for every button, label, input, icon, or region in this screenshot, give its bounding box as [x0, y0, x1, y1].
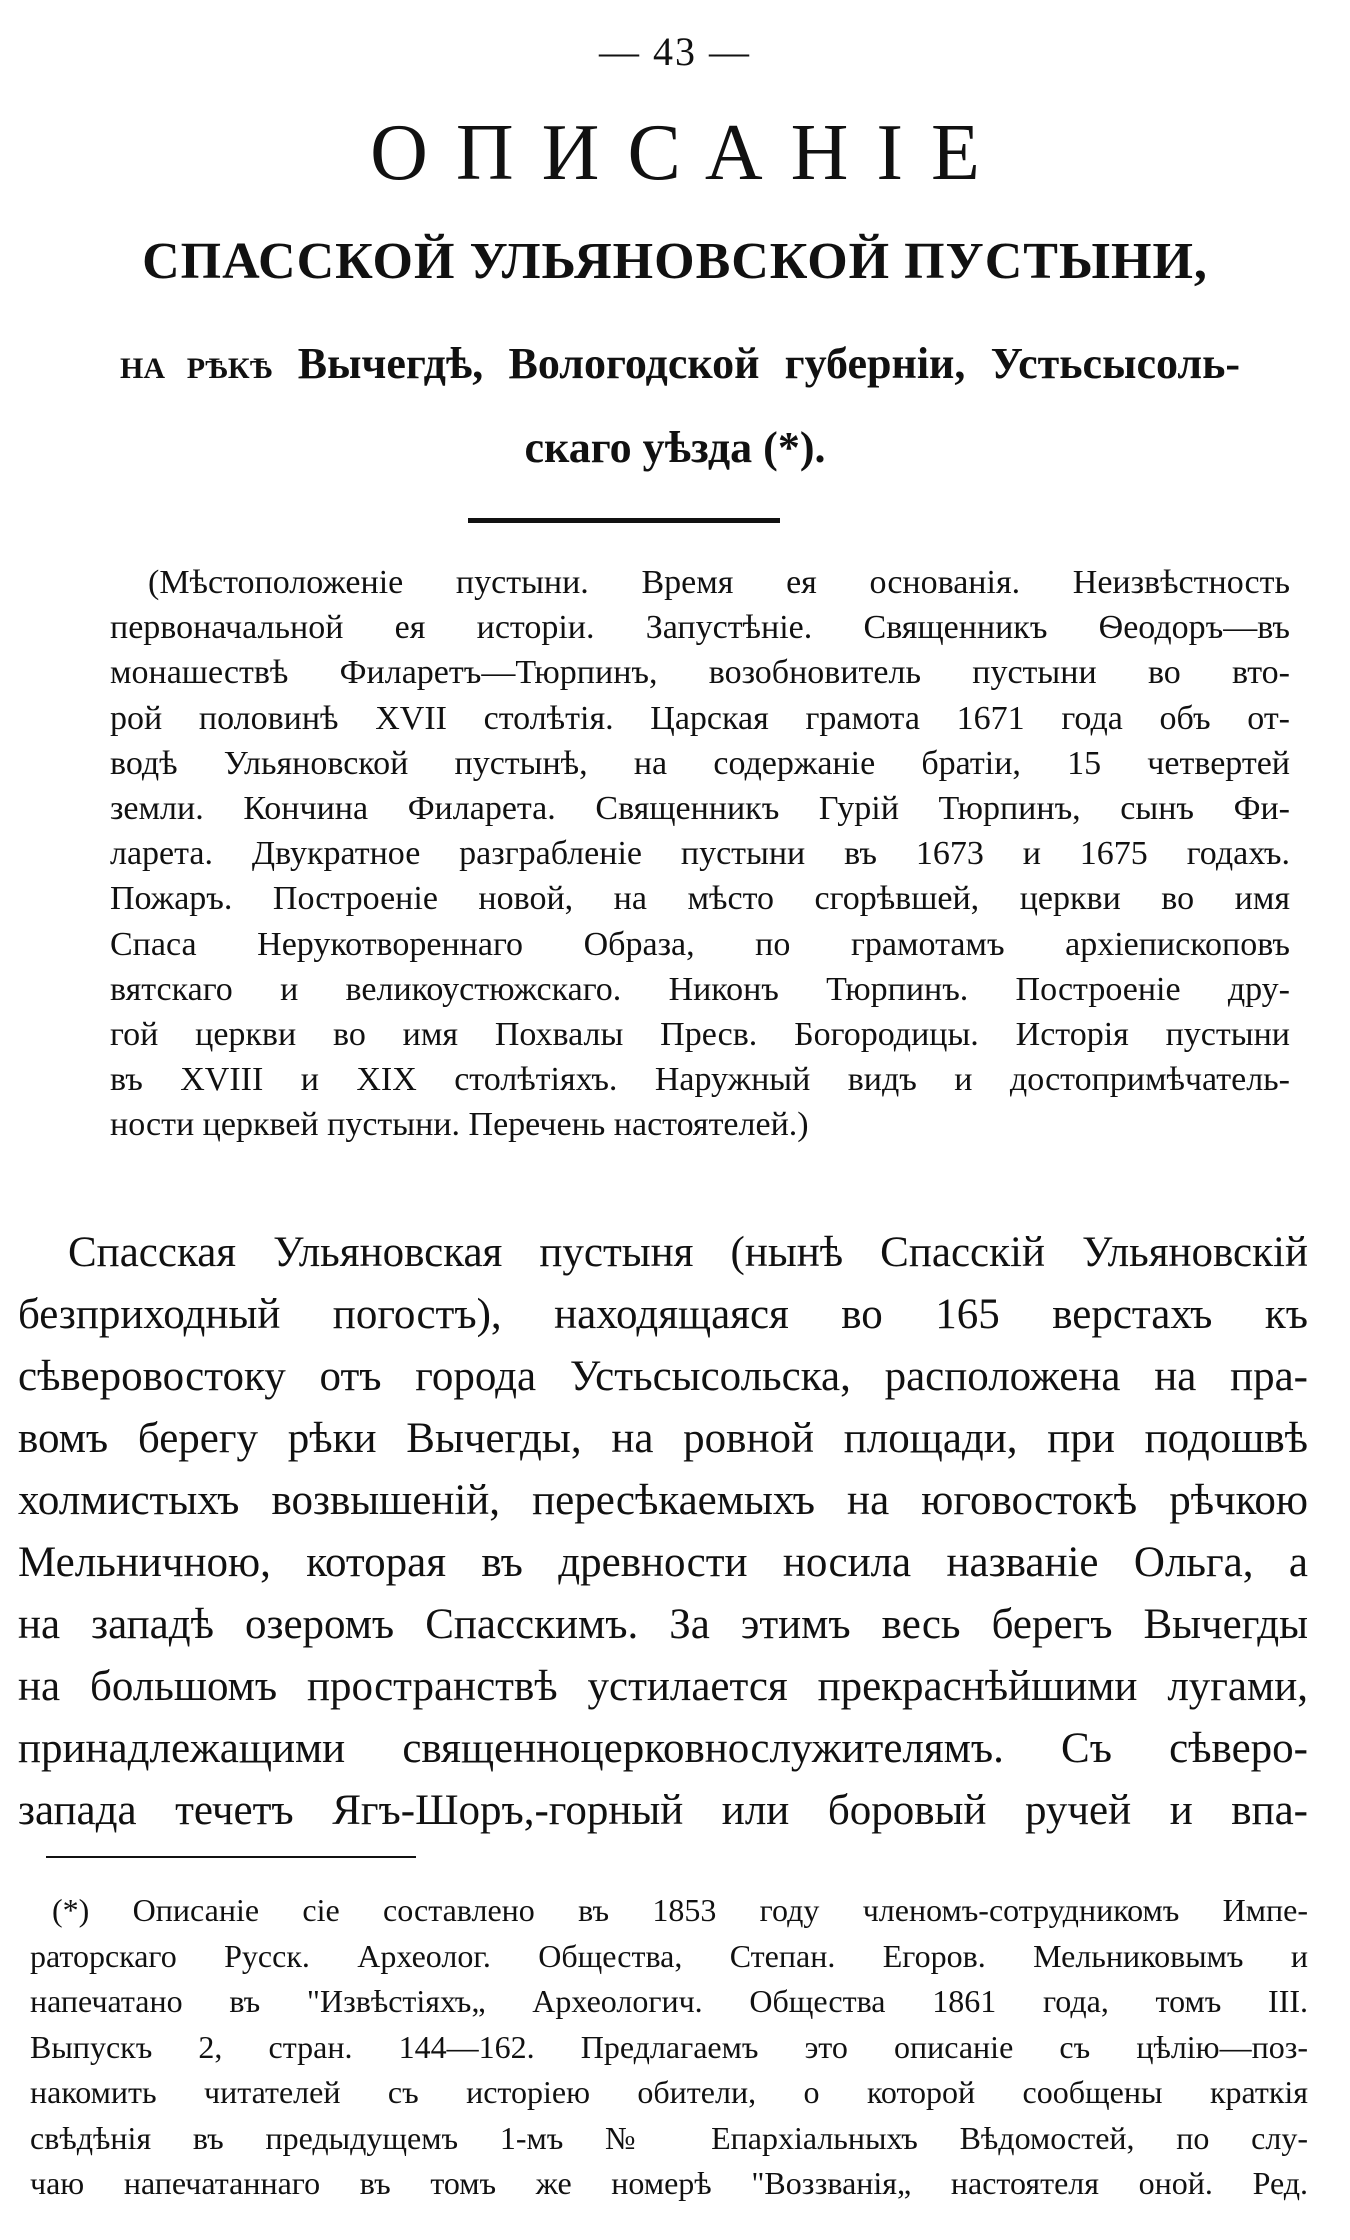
footnote-line: Выпускъ 2, стран. 144—162. Предлагаемъ это описаніе съ цѣлію—поз-	[30, 2028, 1308, 2065]
body-line: сѣверовостоку отъ города Устьсысольска, расположена на пра-	[18, 1353, 1308, 1400]
summary-line: (Мѣстоположеніе пустыни. Время ея основанія. Неизвѣстность	[148, 564, 1290, 601]
body-line: безприходный погостъ), находящаяся во 165 верстахъ къ	[18, 1291, 1308, 1338]
summary-line: первоначальной ея исторіи. Запустѣніе. Священникъ Ѳеодоръ—въ	[110, 609, 1290, 647]
footnote	[30, 1888, 1308, 2207]
summary-line: монашествѣ Филаретъ—Тюрпинъ, возобновитель пустыни во вто-	[110, 654, 1290, 692]
footnote-line: накомить читателей съ исторіею обители, о которой сообщены краткія	[30, 2074, 1308, 2110]
summary-line: водѣ Ульяновской пустынѣ, на содержаніе братіи, 15 четвертей	[110, 744, 1290, 782]
footnote-line: свѣдѣнія въ предыдущемъ 1-мъ № Епархіальныхъ Вѣдомостей, по слу-	[30, 2119, 1308, 2156]
body-line: принадлежащими священноцерковнослужителямъ. Съ сѣверо-	[18, 1725, 1308, 1772]
footnote-line: напечатано въ "Извѣстіяхъ„ Археологич. Общества 1861 года, томъ III.	[30, 1983, 1308, 2019]
subtitle-location-prefix: НА РѢКѢ	[120, 352, 273, 385]
footnote-line: раторскаго Русск. Археолог. Общества, Степан. Егоров. Мельниковымъ и	[30, 1937, 1308, 1974]
subtitle-district: скаго уѣзда (*).	[524, 423, 826, 472]
summary-line: ларета. Двукратное разграбленіе пустыни въ 1673 и 1675 годахъ.	[110, 835, 1290, 873]
footnote-divider-rule	[46, 1856, 416, 1858]
summary-line: Спаса Нерукотвореннаго Образа, по грамотамъ архіепископовъ	[110, 925, 1290, 963]
summary-line: гой церкви во имя Похвалы Пресв. Богородицы. Исторія пустыни	[110, 1016, 1290, 1054]
summary-line: рой половинѣ XVII столѣтія. Царская грамота 1671 года объ от-	[110, 699, 1290, 737]
footnote-line: (*) Описаніе сіе составлено въ 1853 году членомъ-сотрудникомъ Импе-	[52, 1892, 1308, 1928]
summary-line: ности церквей пустыни. Перечень настоятелей.)	[110, 1106, 809, 1144]
chapter-summary	[110, 560, 1290, 1148]
body-line: запада течетъ Ягъ-Шоръ,-горный или боровый ручей и впа-	[18, 1787, 1308, 1834]
summary-line: въ XVIII и XIX столѣтіяхъ. Наружный видъ и достопримѣчатель-	[110, 1061, 1290, 1099]
footnote-line: чаю напечатаннаго въ томъ же номерѣ "Воззванія„ настоятеля оной. Ред.	[30, 2165, 1308, 2201]
page-number: — 43 —	[599, 29, 751, 74]
subtitle-monastery-name: СПАССКОЙ УЛЬЯНОВСКОЙ ПУСТЫНИ,	[142, 233, 1208, 290]
body-line: Спасская Ульяновская пустыня (нынѣ Спасскій Ульяновскій	[68, 1229, 1308, 1276]
body-paragraph	[18, 1222, 1308, 1842]
subtitle-location	[120, 338, 1240, 389]
document-title: ОПИСАНІЕ	[370, 109, 1008, 197]
body-line: Мельничною, которая въ древности носила названіе Ольга, а	[18, 1539, 1308, 1586]
title-divider-rule	[468, 518, 780, 523]
body-line: на большомъ пространствѣ устилается прекраснѣйшими лугами,	[18, 1663, 1308, 1710]
summary-line: Пожаръ. Построеніе новой, на мѣсто сгорѣвшей, церкви во имя	[110, 880, 1290, 918]
body-line: вомъ берегу рѣки Вычегды, на ровной площади, при подошвѣ	[18, 1415, 1308, 1462]
body-line: на западѣ озеромъ Спасскимъ. За этимъ весь берегъ Вычегды	[18, 1601, 1308, 1648]
body-line: холмистыхъ возвышеній, пересѣкаемыхъ на юговостокѣ рѣчкою	[18, 1477, 1308, 1524]
summary-line: вятскаго и великоустюжскаго. Никонъ Тюрпинъ. Построеніе дру-	[110, 970, 1290, 1008]
subtitle-location-main: Вычегдѣ, Вологодской губерніи, Устьсысоль-	[297, 339, 1240, 388]
summary-line: земли. Кончина Филарета. Священникъ Гурій Тюрпинъ, сынъ Фи-	[110, 790, 1290, 828]
